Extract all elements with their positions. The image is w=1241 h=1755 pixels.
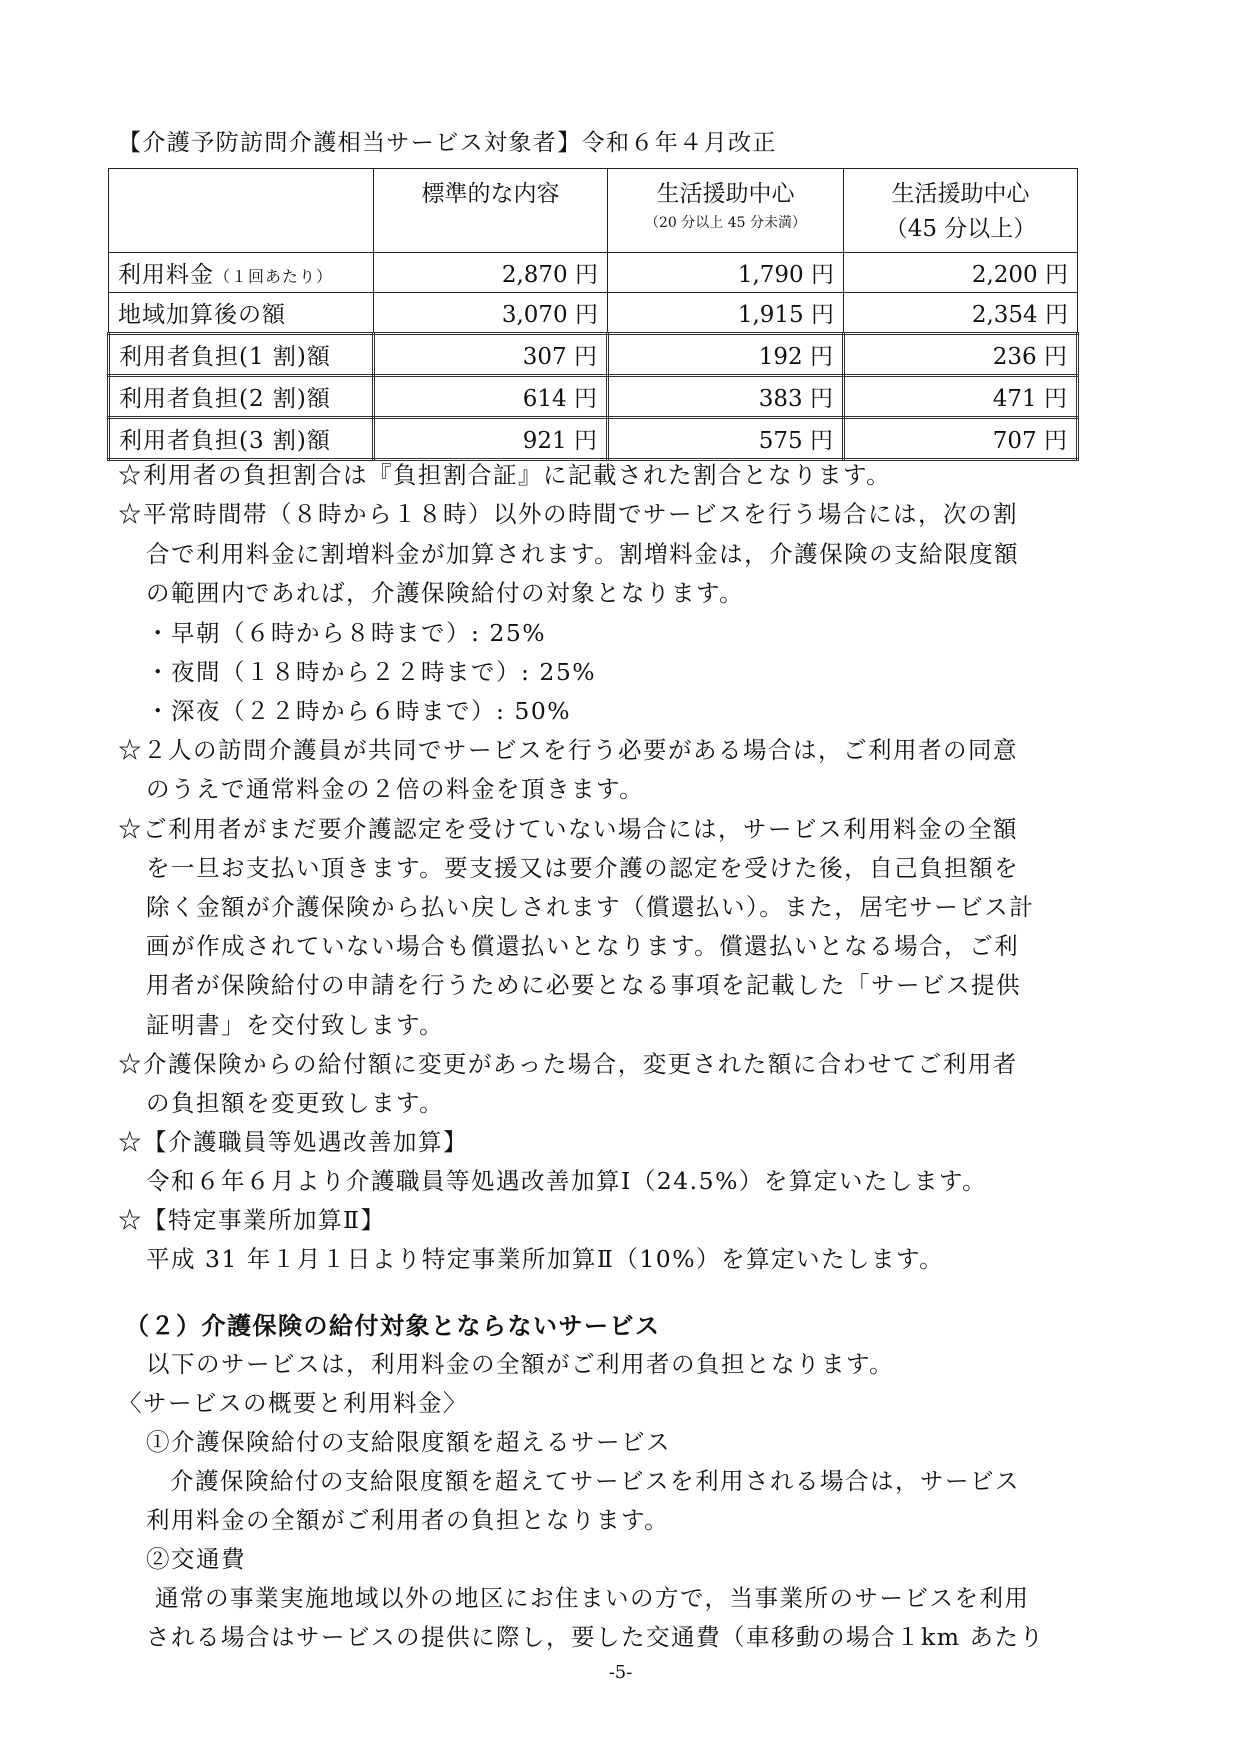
header-cell: 生活援助中心 （20 分以上 45 分未満）: [608, 169, 844, 253]
subsection-label: 〈サービスの概要と利用料金〉: [118, 1389, 468, 1417]
note-no-certification-cont: 画が作成されていない場合も償還払いとなります。償還払いとなる場合，ご利: [146, 932, 1020, 960]
note-specific-office: 平成 31 年１月１日より特定事業所加算Ⅱ（10%）を算定いたします。: [146, 1245, 945, 1273]
table-cell: 307 円: [374, 334, 608, 376]
note-no-certification-cont: を一旦お支払い頂きます。要支援又は要介護の認定を受けた後，自己負担額を: [146, 854, 1020, 882]
note-two-caregivers: ☆２人の訪問介護員が共同でサービスを行う必要がある場合は，ご利用者の同意: [118, 736, 1018, 764]
note-no-certification-cont: 用者が保険給付の申請を行うために必要となる事項を記載した「サービス提供: [146, 971, 1021, 999]
row-label: 利用者負担(2 割)額: [109, 376, 374, 418]
row-label: 利用者負担(1 割)額: [109, 334, 374, 376]
header-cell: 標準的な内容: [374, 169, 608, 253]
table-cell: 1,915 円: [608, 293, 844, 334]
item-heading: ②交通費: [146, 1545, 246, 1573]
table-cell: 192 円: [608, 334, 844, 376]
row-label: 利用者負担(3 割)額: [109, 418, 374, 460]
table-cell: 614 円: [374, 376, 608, 418]
surcharge-early-morning: ・早朝（６時から８時まで）: 25%: [146, 619, 547, 647]
fee-table: [107, 168, 1079, 461]
heading-treatment-improvement: ☆【介護職員等処遇改善加算】: [118, 1128, 468, 1156]
row-label: 利用料金（１回あたり）: [109, 253, 374, 293]
table-cell: 383 円: [608, 376, 844, 418]
heading-specific-office: ☆【特定事業所加算Ⅱ】: [118, 1206, 386, 1234]
surcharge-night: ・夜間（１８時から２２時まで）: 25%: [146, 658, 597, 686]
table-cell: 3,070 円: [374, 293, 608, 334]
note-two-caregivers-cont: のうえで通常料金の２倍の料金を頂きます。: [146, 775, 645, 803]
table-row: [109, 334, 1078, 376]
note-no-certification-cont: 証明書」を交付致します。: [146, 1011, 445, 1039]
note-burden-ratio: ☆利用者の負担割合は『負担割合証』に記載された割合となります。: [118, 461, 892, 489]
row-label: 地域加算後の額: [109, 293, 374, 334]
item-text: 利用料金の全額がご利用者の負担となります。: [146, 1506, 670, 1534]
header-cell: 生活援助中心 （45 分以上）: [844, 169, 1078, 253]
table-cell: 2,870 円: [374, 253, 608, 293]
table-header-row: [109, 169, 1078, 253]
note-off-hours: ☆平常時間帯（８時から１８時）以外の時間でサービスを行う場合には，次の割: [118, 500, 1018, 528]
page-title: 【介護予防訪問介護相当サービス対象者】令和６年４月改正: [118, 130, 777, 156]
item-text: される場合はサービスの提供に際し，要した交通費（車移動の場合１km あたり: [146, 1623, 1045, 1651]
table-row: [109, 418, 1078, 460]
table-cell: 707 円: [844, 418, 1078, 460]
note-treatment-improvement: 令和６年６月より介護職員等処遇改善加算Ⅰ（24.5%）を算定いたします。: [146, 1167, 988, 1195]
note-benefit-change-cont: の負担額を変更致します。: [146, 1089, 445, 1117]
table-row: [109, 376, 1078, 418]
surcharge-late-night: ・深夜（２２時から６時まで）: 50%: [146, 697, 572, 725]
note-no-certification: ☆ご利用者がまだ要介護認定を受けていない場合には，サービス利用料金の全額: [118, 815, 1018, 843]
section-heading: （２）介護保険の給付対象とならないサービス: [125, 1312, 661, 1340]
note-off-hours-cont: の範囲内であれば，介護保険給付の対象となります。: [146, 579, 745, 607]
table-cell: 2,200 円: [844, 253, 1078, 293]
note-no-certification-cont: 除く金額が介護保険から払い戻しされます（償還払い）。また，居宅サービス計: [146, 893, 1035, 921]
table-cell: 2,354 円: [844, 293, 1078, 334]
section-intro: 以下のサービスは，利用料金の全額がご利用者の負担となります。: [146, 1350, 895, 1378]
page-number: -5-: [608, 1662, 633, 1683]
table-cell: 236 円: [844, 334, 1078, 376]
table-cell: 575 円: [608, 418, 844, 460]
table-cell: 471 円: [844, 376, 1078, 418]
table-row: [109, 253, 1078, 293]
table-cell: 921 円: [374, 418, 608, 460]
note-off-hours-cont: 合で利用料金に割増料金が加算されます。割増料金は，介護保険の支給限度額: [146, 540, 1020, 568]
table-row: [109, 293, 1078, 334]
note-benefit-change: ☆介護保険からの給付額に変更があった場合，変更された額に合わせてご利用者: [118, 1050, 1018, 1078]
item-text: 通常の事業実施地域以外の地区にお住まいの方で，当事業所のサービスを利用: [155, 1584, 1030, 1612]
item-heading: ①介護保険給付の支給限度額を超えるサービス: [146, 1428, 671, 1456]
table-cell: 1,790 円: [608, 253, 844, 293]
header-empty-cell: [109, 169, 374, 253]
item-text: 介護保険給付の支給限度額を超えてサービスを利用される場合は，サービス: [170, 1467, 1020, 1495]
